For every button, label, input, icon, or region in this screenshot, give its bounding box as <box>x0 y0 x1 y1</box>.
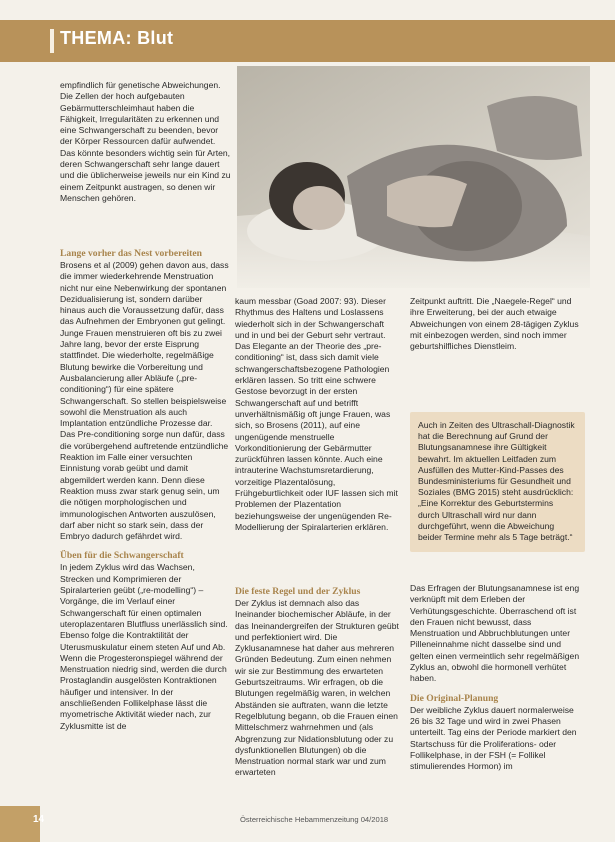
column-left-sections <box>60 240 230 732</box>
column-right-lower <box>410 583 582 772</box>
paragraph: Brosens et al (2009) gehen davon aus, dass die immer wiederkehrende Menstruation nicht nur eine Nebenwirkung der spontanen Dezidualisierung ist, sondern darüber hinaus auch die Voraussetzung dafür, dass das Aufnehmen der Embryonen gut gelingt. Junge Frauen menstruieren oft bis zu zwei Jahre lang, bevor der erste Eisprung stattfindet. Die wiederholte, regelmäßige Blutung bewirke die Vorbereitung und Ausbalancierung aller Abläufe („pre-conditioning“) für eine spätere Schwangerschaft. So stellen beispielsweise sowohl die Menstruation als auch Implantation entzündliche Prozesse dar. Das Pre-conditioning sorge nun dafür, dass die vorübergehend auftretende entzündliche Reaktion im Falle einer versuchten Einnistung vorab geübt und damit abgemildert werden kann. Denn diese Reaktion muss zwar stark genug sein, um die nötigen morphologischen und immunologischen Antworten auszulösen, darf aber nicht so stark sein, dass der Embryo dadurch gefährdet wird. <box>60 260 229 542</box>
paragraph: kaum messbar (Goad 2007: 93). Dieser Rhythmus des Haltens und Loslassens wiederholt sich in der Schwangerschaft und in und bei der Geburt sehr vertraut. Das Elegante an der Theorie des „pre-conditioning“ ist, dass sich damit viele schwangerschaftsbezogene Pathologien erklären lassen. So tritt eine schwere Gestose bevorzugt in der ersten Schwangerschaft auf und betrifft unverhältnismäßig oft junge Frauen, was sich, so Brosens (2011), auf eine ungenügende menstruelle Vorkonditionierung der Gebärmutter zurückführen lassen könnte. Auch eine intrauterine Wachstumsretardierung, vorzeitige Plazentalösung, Frühgeburtlichkeit oder IUF lassen sich mit Problemen der Plazentation beziehungsweise der ungenügenden Re-Modellierung der Spiralarterien erklären. <box>235 296 398 532</box>
header-title: THEMA: Blut <box>60 28 174 48</box>
section-heading: Lange vorher das Nest vorbereiten <box>60 248 202 259</box>
info-box <box>410 412 585 552</box>
pregnant-woman-photo <box>237 66 590 288</box>
column-middle <box>235 296 400 533</box>
paragraph: Das Erfragen der Blutungsanamnese ist eng verknüpft mit dem Erleben der Verhütungsgeschichte. Überraschend oft ist den Frauen nicht bewusst, dass Menstruation und Abbruchblutungen unter Pilleneinnahme nicht dasselbe sind und gelten einen vermeintlich sehr regelmäßigen Zyklus an, obwohl die hormonell verhütet haben. <box>410 583 580 684</box>
paragraph: Zeitpunkt auftritt. Die „Naegele-Regel“ und ihre Erweiterung, bei der auch etwaige Abweichungen von einem 28-tägigen Zyklus mit einbezogen werden, sind noch immer geburtshilfliches Dienstleim. <box>410 296 579 352</box>
page-number: 14 <box>33 814 45 825</box>
section-heading: Die feste Regel und der Zyklus <box>235 586 361 597</box>
column-left-intro <box>60 80 232 204</box>
paragraph: empfindlich für genetische Abweichungen. Die Zellen der hoch aufgebauten Gebärmutterschleimhaut haben die Fähigkeit, Irregularitäten zu erkennen und eine Schwangerschaft zu beenden, bevor der Körper Ressourcen dafür aufwendet. Das könnte besonders wichtig sein für Arten, deren Schwangerschaft sehr lange dauert und die üblicherweise jeweils nur ein Kind zu einem Zeitpunkt austragen, so denen wir Menschen gehören. <box>60 80 231 203</box>
section-heading: Die Original-Planung <box>410 692 499 704</box>
column-middle-section <box>235 578 400 779</box>
info-box-text: Auch in Zeiten des Ultraschall-Diagnostik hat die Berechnung auf Grund der Blutungsanamnese ihre Gültigkeit bewahrt. Im aktuellen Leitfaden zum Ausfüllen des Mutter-Kind-Passes des Bundesministeriums für Gesundheit und Soziales (BMG 2015) steht ausdrücklich: „Eine Korrektur des Geburtstermins durch Ultraschall wird nur dann durchgeführt, wenn die Abweichung beider Termine mehr als 5 Tage beträgt.“ <box>418 420 575 543</box>
paragraph: Der weibliche Zyklus dauert normalerweise 26 bis 32 Tage und wird in zwei Phasen unterteilt. Tag eins der Periode markiert den Startschuss für die Proliferations- oder Follikelphase, in der FSH (= Follikel stimulierendes Hormon) im <box>410 704 577 772</box>
section-heading: Üben für die Schwangerschaft <box>60 550 184 562</box>
header-accent-bar <box>50 29 54 53</box>
paragraph: Der Zyklus ist demnach also das Ineinander biochemischer Abläufe, in der das Ineinandergreifen der Strukturen geübt und perfektioniert wird. Die Zyklusanamnese hat daher aus mehreren Gründen Bedeutung. Zum einen nehmen wir sie zur Bestimmung des erwarteten Geburtszeitraums. Wir erfragen, ob die Blutungen regelmäßig waren, in welchen Abständen sie auftraten, wann die letzte Regelblutung begann, ob die Frauen einen Mittelschmerz wahrnehmen und (als Abgrenzung zur Nidationsblutung oder zu dysfunktionellen Blutungen) ob die Menstruation normal stark war und zum erwarteten <box>235 598 399 778</box>
section-header <box>0 20 615 62</box>
paragraph: In jedem Zyklus wird das Wachsen, Strecken und Komprimieren der Spiralarterien geübt („re-modelling“) – Vorgänge, die im Verlauf einer Schwangerschaft für einen optimalen uteroplazentaren Blutfluss unerlässlich sind. Ebenso folge die Kontraktilität der Uterusmuskulatur einem steten Auf und Ab. Wenn die Progesteronspiegel während der Menstruation niedrig sind, werden die durch Prostaglandin ausgelösten Kontraktionen häufiger und intensiver. In der anschließenden Follikelphase lässt die myometrische Aktivität wieder nach, zur Zyklusmitte ist de <box>60 562 228 731</box>
publication-source: Österreichische Hebammenzeitung 04/2018 <box>240 815 389 824</box>
column-right-intro <box>410 296 580 352</box>
